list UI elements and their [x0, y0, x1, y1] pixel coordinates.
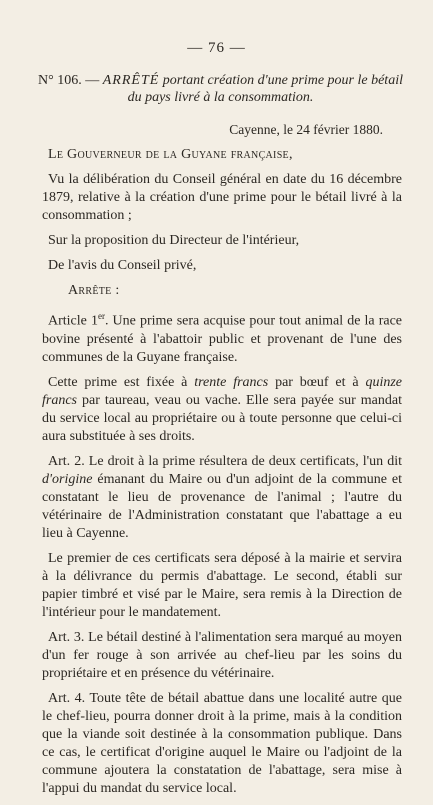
decree-body [42, 146, 402, 805]
dateline: Cayenne, le 24 février 1880. [229, 122, 383, 137]
paragraph-avis: De l'avis du Conseil privé, [48, 258, 197, 273]
article-3: Art. 3. Le bétail destiné à l'alimentation sera marqué au moyen d'un fer rouge à son arrivée au chef-lieu par les soins du propriétaire et en présence du vétérinaire. [42, 629, 402, 681]
text-run: par taureau, veau ou vache. Elle sera payée sur mandat du service local au propriétaire ou à toute personne que celui-ci aura substituée à ses droits. [42, 392, 402, 444]
decree-title: portant création d'une prime pour le bétail du pays livré à la consommation. [127, 73, 403, 105]
page-number: — 76 — [187, 40, 246, 56]
text-run: Art. 2. Le droit à la prime résultera de deux certificats, l'un dit [48, 453, 402, 469]
paragraph-certificates: Le premier de ces certificats sera déposé à la mairie et servira à la délivrance du permis d'abattage. Le second, établi sur papier timbré et visé par le Maire, sera remis à la Direction de l'intérieur pour le mandatement. [42, 550, 402, 620]
article-2 [42, 453, 402, 543]
article-1-sup: er [97, 311, 105, 321]
paragraph-prime-amount [42, 374, 402, 446]
text-run: par bœuf et à [268, 374, 366, 390]
decree-heading [38, 72, 403, 106]
emphasis-run: trente francs [194, 374, 269, 390]
paragraph-proposition: Sur la proposition du Directeur de l'intérieur, [48, 233, 300, 248]
article-1-text: . Une prime sera acquise pour tout animal de la race bovine présenté à l'abattoir public et provenant de l'une des communes de la Guyane française. [42, 313, 403, 365]
text-run: émanant du Maire ou d'un adjoint de la commune et constatant le lieu de provenance de l'animal ; l'autre du vétérinaire de l'Administration constatant que l'abattage a eu lieu à Cayenne. [42, 471, 402, 541]
article-1-label: Article 1 [48, 313, 98, 329]
article-4: Art. 4. Toute tête de bétail abattue dans une localité autre que le chef-lieu, pourra donner droit à la prime, mais à la condition que la viande soit destinée à la consommation publique. Dans ce cas, le certificat d'origine auquel le Maire ou l'adjoint de la commune ajoutera la constatation de l'abattage, sera mise à l'appui du mandat du service local. [42, 690, 402, 796]
decree-number: N° 106. — [38, 73, 100, 88]
paragraph-arrete: Arrête : [68, 283, 120, 298]
article-1 [42, 307, 402, 367]
emphasis-run: quinze francs [42, 374, 403, 408]
decree-type: ARRÊTÉ [102, 73, 160, 88]
emphasis-run: d'origine [42, 471, 93, 487]
paragraph-governor: Le Gouverneur de la Guyane française, [48, 147, 293, 162]
text-run: Cette prime est fixée à [48, 374, 195, 390]
paragraph-vu: Vu la délibération du Conseil général en date du 16 décembre 1879, relative à la création d'une prime pour le bétail livré à la consommation ; [42, 172, 402, 223]
